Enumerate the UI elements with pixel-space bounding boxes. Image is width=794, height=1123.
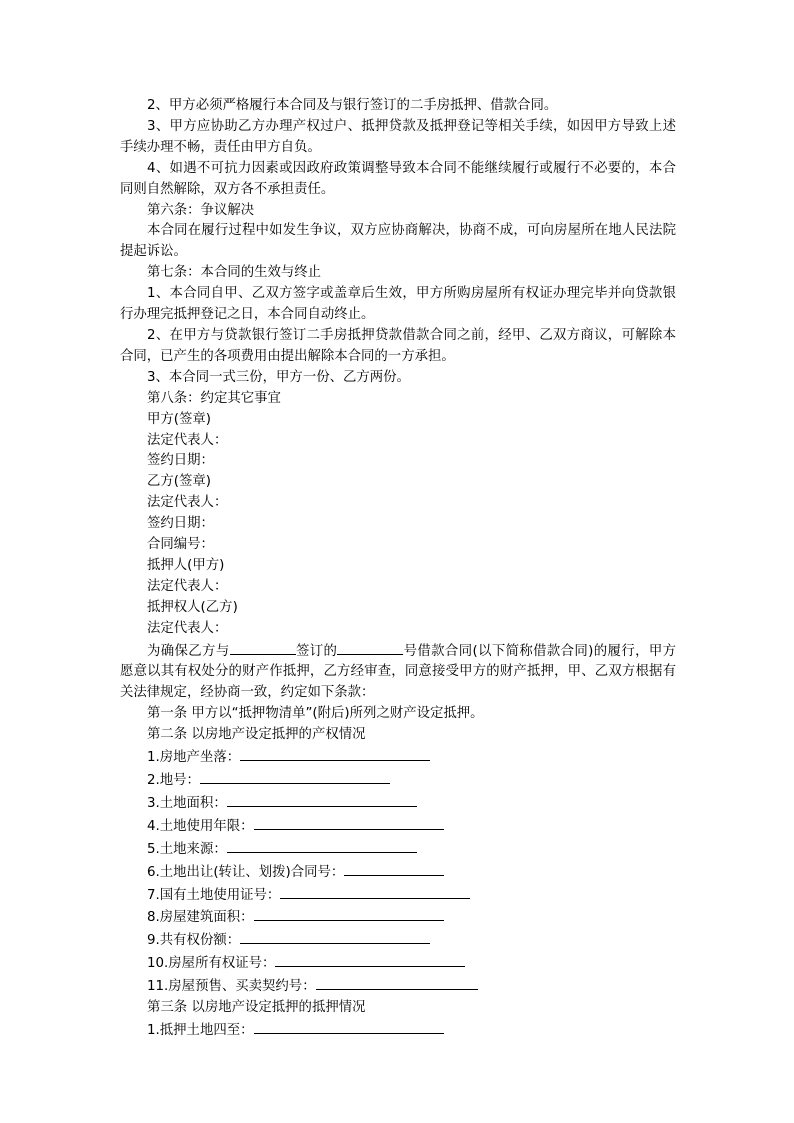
signature-date-b: 签约日期： (147, 516, 214, 532)
article-7-item-3: 3、本合同一式三份，甲方一份、乙方两份。 (147, 369, 410, 385)
signature-party-b: 乙方(签章) (147, 474, 212, 490)
field-co-ownership (120, 929, 676, 952)
field-building-area (120, 906, 676, 929)
field-land-area (120, 792, 676, 815)
mortgagee: 抵押权人(乙方) (147, 599, 238, 615)
blank-line (240, 746, 430, 761)
field-label: 1.房地产坐落： (147, 750, 241, 766)
preamble-part-3: 号借款合同(以下简称借款合同)的履行，甲方愿意以其有权处分的财产作抵押，乙方经审查，同意接受甲方的财产抵押，甲、乙双方根据有关法律规定，经协商一致，约定如下条款： (120, 643, 676, 701)
blank-line (316, 975, 478, 990)
field-label: 11.房屋预售、买卖契约号： (147, 979, 316, 995)
blank-line (254, 1019, 444, 1034)
field-label: 5.土地来源： (147, 841, 227, 857)
field-transfer-contract (120, 861, 676, 884)
signature-legal-rep-b: 法定代表人： (147, 495, 228, 511)
mortgagor: 抵押人(甲方) (147, 557, 225, 573)
field-ownership-certificate (120, 952, 676, 975)
clause-a-2: 2、甲方必须严格履行本合同及与银行签订的二手房抵押、借款合同。 (147, 98, 558, 113)
article-3-title: 第三条 以房地产设定抵押的抵押情况 (147, 1000, 366, 1016)
blank-line (280, 884, 470, 899)
contract-number: 合同编号： (147, 537, 214, 553)
preamble-part-2: 签订的 (295, 643, 338, 659)
field-label: 3.土地面积： (147, 795, 227, 811)
clause-a-4: 4、如遇不可抗力因素或因政府政策调整导致本合同不能继续履行或履行不必要的，本合同则自然解除，双方各不承担责任。 (120, 160, 676, 197)
field-label: 10.房屋所有权证号： (147, 956, 276, 972)
field-sale-contract (120, 975, 676, 998)
blank-line (200, 769, 390, 784)
field-label: 4.土地使用年限： (147, 818, 254, 834)
field-land-term (120, 815, 676, 838)
signature-legal-rep-a: 法定代表人： (147, 432, 228, 448)
mortgagor-legal-rep: 法定代表人： (147, 578, 228, 594)
article-6-title: 第六条：争议解决 (147, 202, 255, 218)
field-label: 8.房屋建筑面积： (147, 910, 254, 926)
field-label: 2.地号： (147, 773, 200, 788)
clause-a-3: 3、甲方应协助乙方办理产权过户、抵押贷款及抵押登记等相关手续，如因甲方导致上述手续办理不畅，责任由甲方自负。 (120, 118, 676, 155)
signature-date-a: 签约日期： (147, 453, 214, 469)
signature-party-a: 甲方(签章) (147, 411, 212, 427)
article-2-title: 第二条 以房地产设定抵押的产权情况 (147, 727, 366, 743)
blank-line (254, 815, 444, 830)
blank-loan-number (337, 640, 403, 655)
blank-line (227, 792, 417, 807)
blank-line (240, 929, 430, 944)
field-label: 9.共有权份额： (147, 933, 241, 949)
mortgagee-legal-rep: 法定代表人： (147, 620, 228, 636)
article-6-text: 本合同在履行过程中如发生争议，双方应协商解决，协商不成，可向房屋所在地人民法院提起诉讼。 (120, 223, 676, 260)
field-lot-number (120, 769, 676, 792)
article-7-item-1: 1、本合同自甲、乙双方签字或盖章后生效，甲方所购房屋所有权证办理完毕并向贷款银行办理完抵押登记之日，本合同自动终止。 (120, 286, 676, 323)
field-label: 6.土地出让(转让、划拨)合同号： (147, 864, 345, 880)
field-land-boundaries (120, 1019, 676, 1042)
blank-line (344, 861, 444, 876)
article-8-title: 第八条：约定其它事宜 (147, 390, 281, 406)
blank-lender (230, 640, 296, 655)
field-label: 1.抵押土地四至： (147, 1022, 254, 1038)
blank-line (254, 906, 444, 921)
blank-line (275, 952, 465, 967)
document-page (120, 96, 676, 1042)
field-label: 7.国有土地使用证号： (147, 887, 281, 903)
article-1: 第一条 甲方以“抵押物清单”(附后)所列之财产设定抵押。 (147, 706, 484, 722)
article-7-item-2: 2、在甲方与贷款银行签订二手房抵押贷款借款合同之前，经甲、乙双方商议，可解除本合同，已产生的各项费用由提出解除本合同的一方承担。 (120, 327, 676, 364)
field-land-certificate (120, 884, 676, 907)
preamble (120, 640, 676, 705)
field-location (120, 746, 676, 769)
article-7-title: 第七条：本合同的生效与终止 (147, 265, 322, 281)
field-land-source (120, 838, 676, 861)
preamble-part-1: 为确保乙方与 (147, 643, 230, 659)
blank-line (227, 838, 417, 853)
